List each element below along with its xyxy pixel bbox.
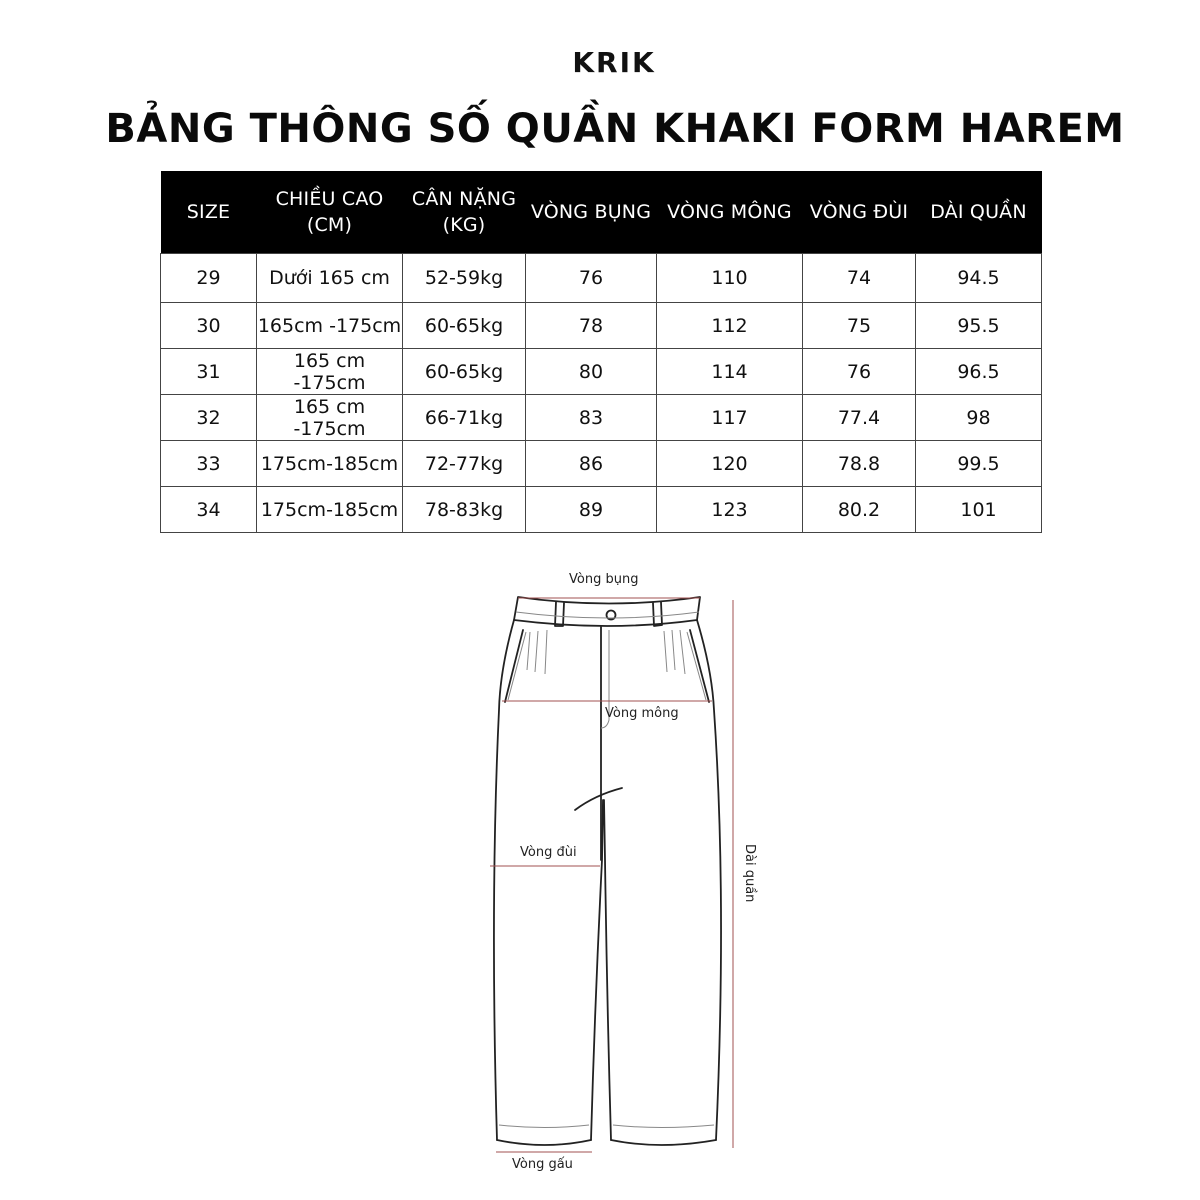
cell-hip: 112 bbox=[657, 303, 803, 349]
cell-thigh: 80.2 bbox=[803, 487, 916, 533]
cell-length: 98 bbox=[916, 395, 1042, 441]
header-label: CHIỀU CAO bbox=[275, 188, 384, 210]
label-waist: Vòng bụng bbox=[569, 572, 639, 587]
cell-height: 165cm -175cm bbox=[257, 303, 403, 349]
cell-weight: 52-59kg bbox=[403, 254, 526, 303]
cell-hip: 114 bbox=[657, 349, 803, 395]
header-waist bbox=[526, 171, 657, 254]
cell-size: 29 bbox=[161, 254, 257, 303]
header-hip bbox=[657, 171, 803, 254]
header-unit: (KG) bbox=[442, 214, 486, 236]
table-row bbox=[161, 395, 1042, 441]
header-thigh bbox=[803, 171, 916, 254]
cell-weight: 60-65kg bbox=[403, 349, 526, 395]
cell-weight: 60-65kg bbox=[403, 303, 526, 349]
label-hip: Vòng mông bbox=[605, 706, 679, 721]
cell-waist: 78 bbox=[526, 303, 657, 349]
cell-length: 95.5 bbox=[916, 303, 1042, 349]
cell-waist: 80 bbox=[526, 349, 657, 395]
cell-length: 101 bbox=[916, 487, 1042, 533]
cell-size: 32 bbox=[161, 395, 257, 441]
cell-height: 165 cm -175cm bbox=[257, 395, 403, 441]
cell-hip: 120 bbox=[657, 441, 803, 487]
cell-length: 94.5 bbox=[916, 254, 1042, 303]
cell-waist: 83 bbox=[526, 395, 657, 441]
header-height bbox=[257, 171, 403, 254]
cell-length: 99.5 bbox=[916, 441, 1042, 487]
header-unit: (CM) bbox=[306, 214, 353, 236]
pants-outline bbox=[494, 597, 721, 1145]
cell-height: 175cm-185cm bbox=[257, 441, 403, 487]
header-label: VÒNG BỤNG bbox=[530, 201, 652, 223]
cell-hip: 110 bbox=[657, 254, 803, 303]
cell-waist: 86 bbox=[526, 441, 657, 487]
cell-hip: 123 bbox=[657, 487, 803, 533]
cell-thigh: 74 bbox=[803, 254, 916, 303]
header-label: SIZE bbox=[186, 201, 231, 223]
header-weight bbox=[403, 171, 526, 254]
header-label: VÒNG ĐÙI bbox=[809, 201, 909, 223]
brand-logo: KRIK bbox=[572, 46, 656, 79]
table-row bbox=[161, 303, 1042, 349]
size-chart-table bbox=[160, 171, 1042, 533]
cell-size: 34 bbox=[161, 487, 257, 533]
cell-thigh: 78.8 bbox=[803, 441, 916, 487]
cell-length: 96.5 bbox=[916, 349, 1042, 395]
cell-weight: 78-83kg bbox=[403, 487, 526, 533]
header-label: CÂN NẶNG bbox=[411, 188, 517, 210]
cell-waist: 89 bbox=[526, 487, 657, 533]
seam-lines bbox=[499, 612, 714, 1128]
page-title: BẢNG THÔNG SỐ QUẦN KHAKI FORM HAREM bbox=[105, 106, 1125, 152]
table-header-row bbox=[161, 171, 1042, 254]
header-label: VÒNG MÔNG bbox=[667, 201, 792, 223]
measurement-lines bbox=[490, 598, 733, 1152]
cell-weight: 66-71kg bbox=[403, 395, 526, 441]
label-hem: Vòng gấu bbox=[512, 1157, 573, 1172]
header-label: DÀI QUẦN bbox=[930, 201, 1027, 223]
label-length: Dài quần bbox=[742, 844, 757, 903]
header-length bbox=[916, 171, 1042, 254]
cell-height: 175cm-185cm bbox=[257, 487, 403, 533]
label-thigh: Vòng đùi bbox=[520, 845, 577, 860]
cell-thigh: 77.4 bbox=[803, 395, 916, 441]
cell-height: Dưới 165 cm bbox=[257, 254, 403, 303]
table-row bbox=[161, 487, 1042, 533]
table-row bbox=[161, 441, 1042, 487]
cell-size: 31 bbox=[161, 349, 257, 395]
cell-height: 165 cm -175cm bbox=[257, 349, 403, 395]
cell-weight: 72-77kg bbox=[403, 441, 526, 487]
cell-size: 33 bbox=[161, 441, 257, 487]
cell-hip: 117 bbox=[657, 395, 803, 441]
table-row bbox=[161, 349, 1042, 395]
table-row bbox=[161, 254, 1042, 303]
cell-thigh: 75 bbox=[803, 303, 916, 349]
cell-thigh: 76 bbox=[803, 349, 916, 395]
header-size bbox=[161, 171, 257, 254]
cell-waist: 76 bbox=[526, 254, 657, 303]
cell-size: 30 bbox=[161, 303, 257, 349]
